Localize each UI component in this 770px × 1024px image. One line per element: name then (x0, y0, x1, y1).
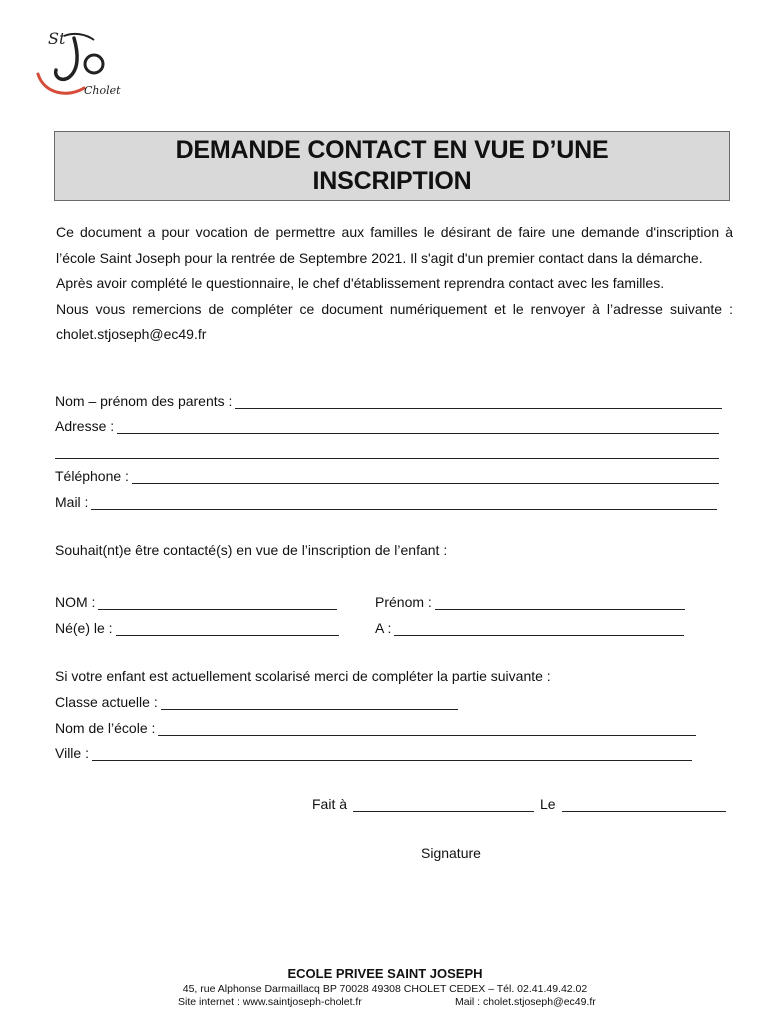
child-prenom-line[interactable] (435, 596, 685, 610)
intro-paragraph-1: Ce document a pour vocation de permettre aux familles le désirant de faire une demande d'inscription à l’école Saint Joseph pour la rentrée de Septembre 2021. Il s'agit d'un premier contact dans la démarche. (56, 224, 733, 266)
phone-label: Téléphone : (55, 468, 129, 484)
city-label: Ville : (55, 745, 89, 761)
school-logo (34, 22, 130, 102)
city-field[interactable] (55, 743, 692, 761)
parents-name-field[interactable] (55, 391, 722, 409)
phone-line[interactable] (132, 470, 719, 484)
child-prenom-label: Prénom : (375, 594, 432, 610)
class-field[interactable] (55, 692, 458, 710)
footer-mail: Mail : cholet.stjoseph@ec49.fr (455, 996, 596, 1008)
logo-city: Cholet (84, 84, 121, 97)
child-nom-label: NOM : (55, 594, 96, 610)
signature-label: Signature (421, 845, 481, 861)
school-section-label: Si votre enfant est actuellement scolarisé merci de compléter la partie suivante : (55, 668, 551, 684)
school-name-line[interactable] (158, 722, 696, 736)
footer-school-name: ECOLE PRIVEE SAINT JOSEPH (287, 966, 483, 981)
parents-name-label: Nom – prénom des parents : (55, 393, 233, 409)
city-line[interactable] (92, 747, 692, 761)
child-prenom-field[interactable] (375, 592, 685, 610)
footer-website: Site internet : www.saintjoseph-cholet.fr (178, 996, 362, 1008)
fait-a-label: Fait à (312, 796, 348, 812)
child-nom-field[interactable] (55, 592, 337, 610)
mail-line[interactable] (91, 496, 717, 510)
logo-st: St (48, 29, 66, 48)
intro-paragraph-2: Après avoir complété le questionnaire, le chef d'établissement reprendra contact avec les familles. (56, 275, 665, 291)
child-place-line[interactable] (394, 622, 684, 636)
phone-field[interactable] (55, 466, 719, 484)
fait-a-field[interactable] (312, 794, 534, 812)
address-field[interactable] (55, 416, 719, 434)
parents-name-line[interactable] (235, 395, 722, 409)
school-name-label: Nom de l’école : (55, 720, 156, 736)
child-birth-field[interactable] (55, 618, 339, 636)
fait-a-line[interactable] (353, 798, 534, 812)
mail-label: Mail : (55, 494, 89, 510)
date-field[interactable] (540, 794, 726, 812)
date-line[interactable] (562, 798, 726, 812)
child-section-label: Souhait(nt)e être contacté(s) en vue de l’inscription de l’enfant : (55, 542, 448, 558)
footer-address: 45, rue Alphonse Darmaillacq BP 70028 49308 CHOLET CEDEX – Tél. 02.41.49.42.02 (182, 983, 588, 995)
intro-paragraph-3: Nous vous remercions de compléter ce document numériquement et le renvoyer à l’adresse suivante : cholet.stjoseph@ec49.fr (56, 300, 733, 342)
child-nom-line[interactable] (98, 596, 337, 610)
address-label: Adresse : (55, 418, 115, 434)
mail-field[interactable] (55, 492, 717, 510)
address-line-2[interactable] (55, 445, 719, 459)
child-birth-line[interactable] (116, 622, 339, 636)
address-line[interactable] (117, 420, 719, 434)
child-place-field[interactable] (375, 618, 684, 636)
date-label: Le (540, 796, 556, 812)
form-title (54, 131, 730, 201)
intro-text (56, 220, 733, 348)
school-name-field[interactable] (55, 718, 696, 736)
class-label: Classe actuelle : (55, 694, 158, 710)
title-line-1: DEMANDE CONTACT EN VUE D’UNE (175, 136, 609, 164)
child-place-label: A : (375, 620, 392, 636)
title-line-2: INSCRIPTION (312, 167, 472, 195)
class-line[interactable] (161, 696, 458, 710)
child-birth-label: Né(e) le : (55, 620, 113, 636)
address-field-2[interactable] (55, 441, 719, 459)
